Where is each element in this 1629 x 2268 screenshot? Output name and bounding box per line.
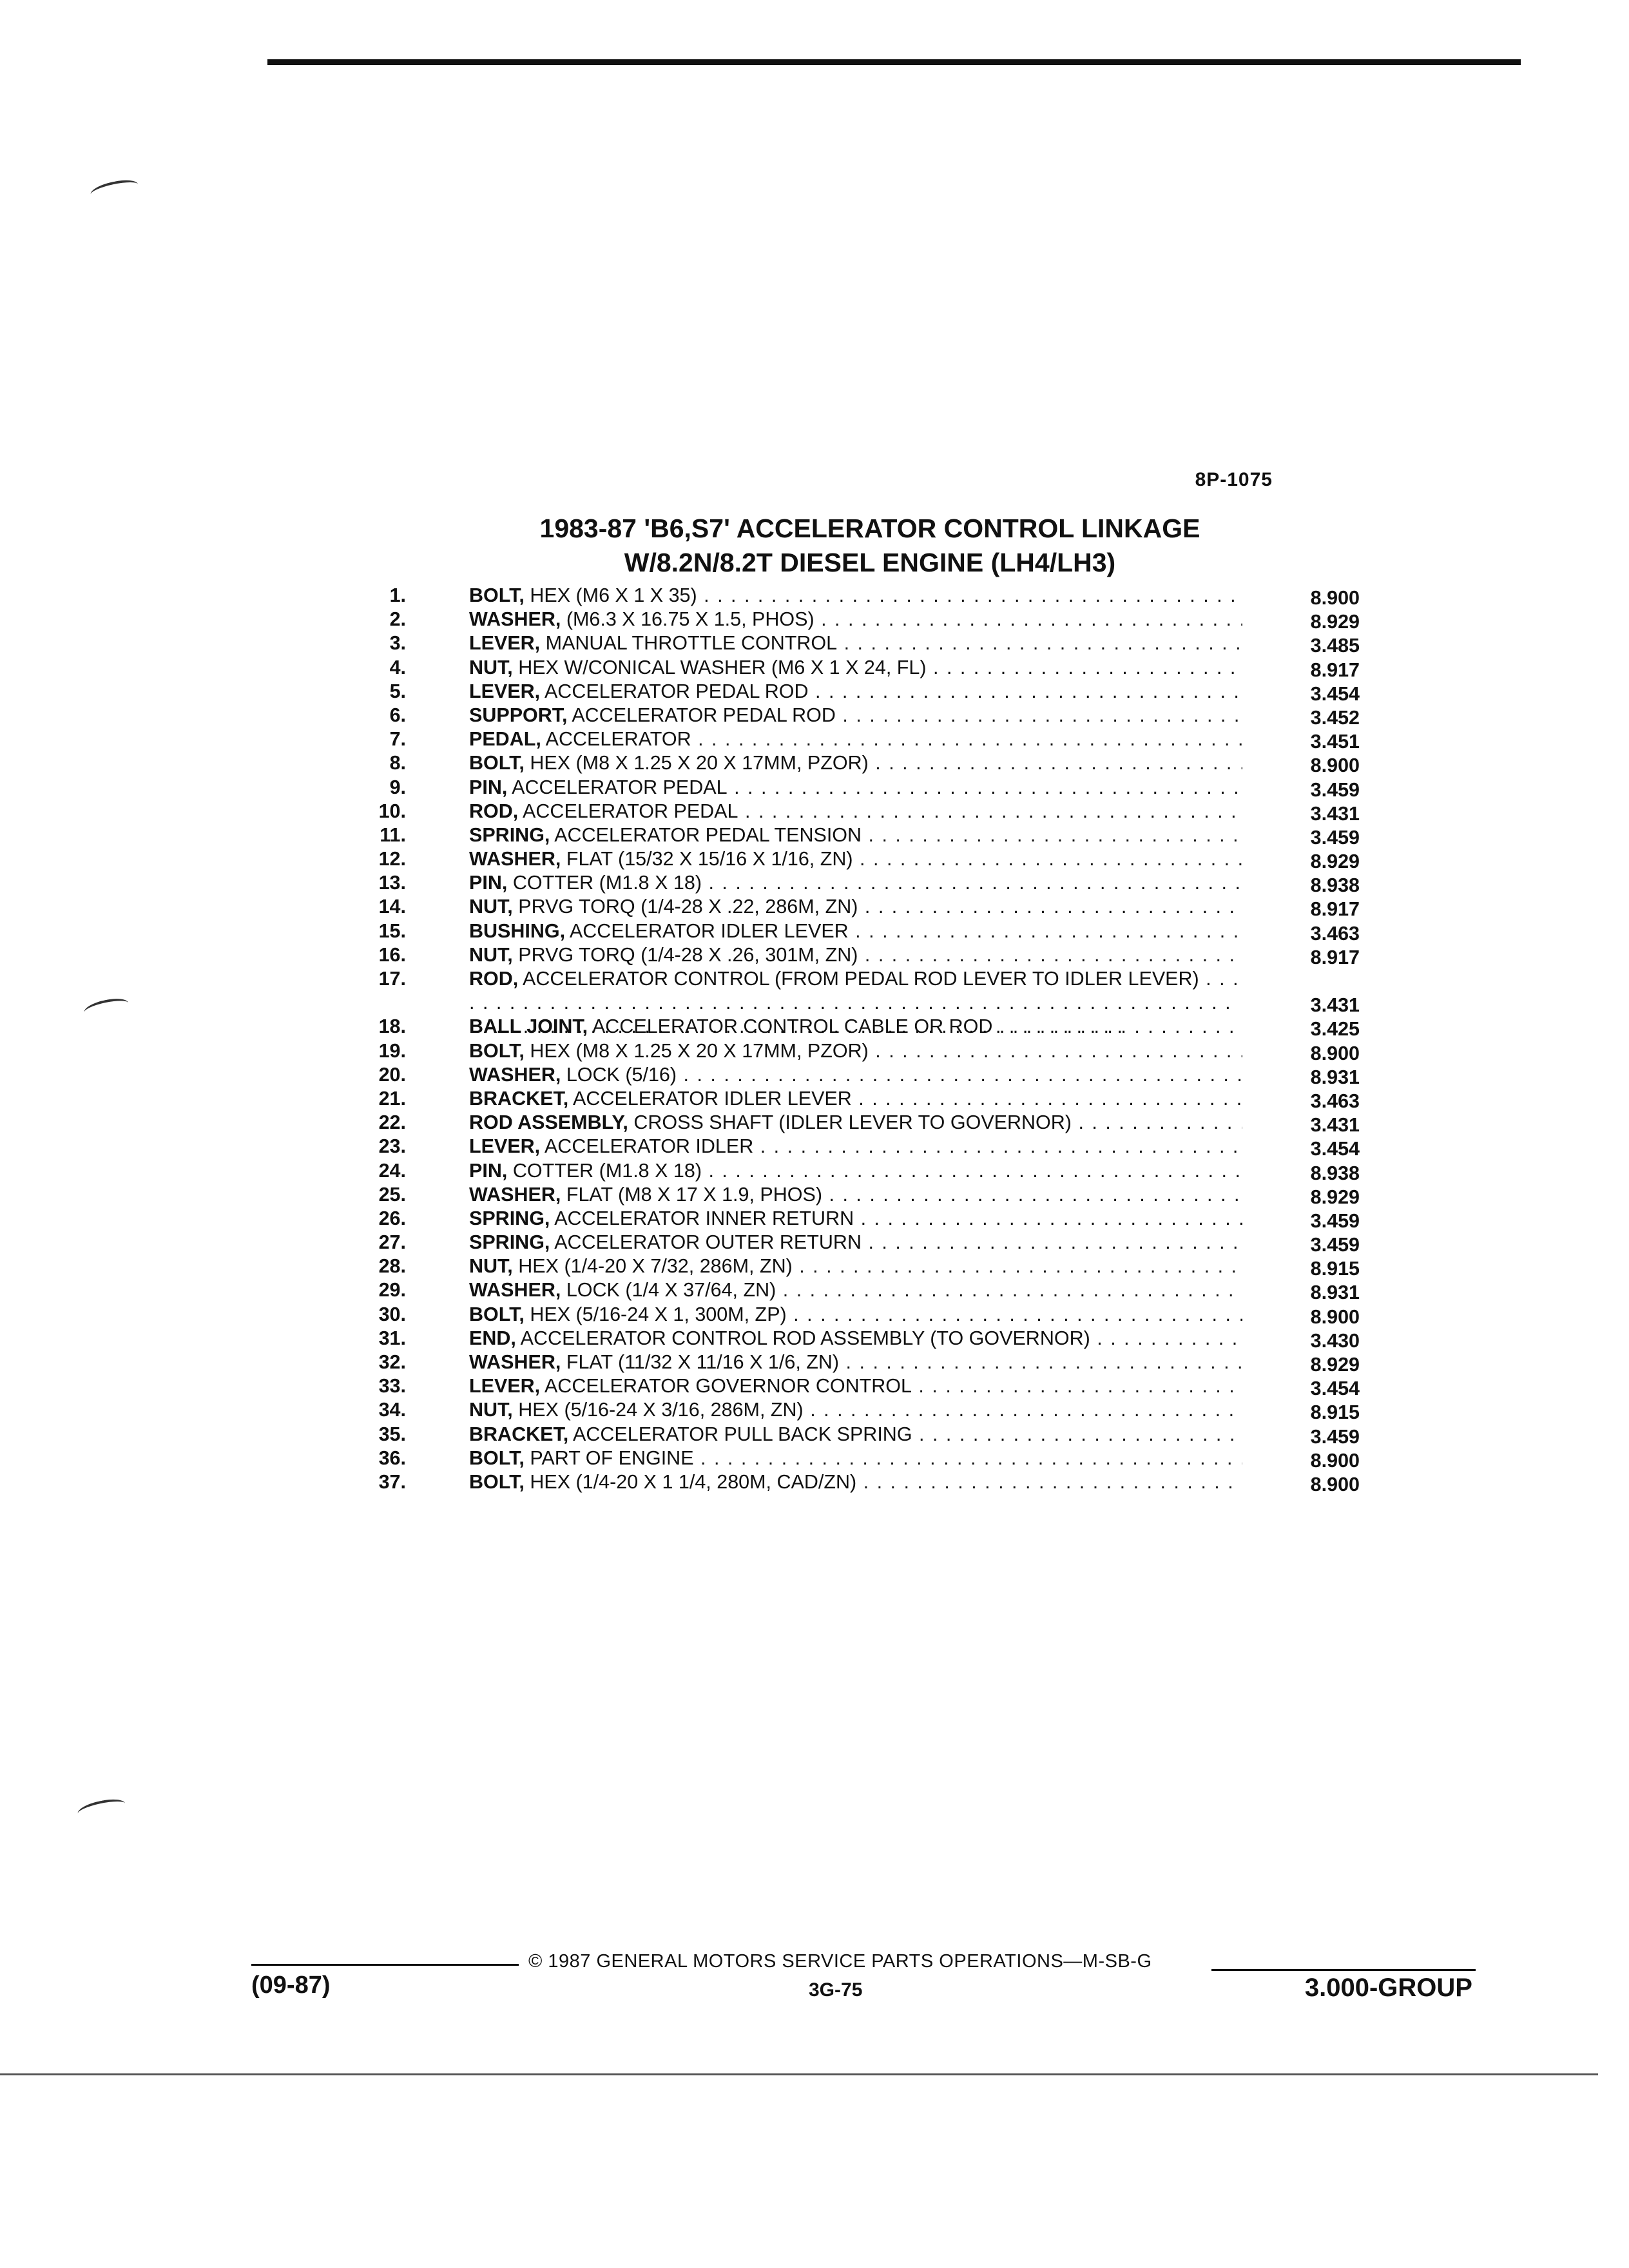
item-description: [469, 656, 1242, 680]
part-name: PIN,: [469, 776, 508, 798]
item-description: [469, 1135, 1242, 1158]
item-number: 27.: [378, 1231, 406, 1254]
item-description: [469, 871, 1242, 895]
part-spec: ACCELERATOR INNER RETURN . . .: [554, 1207, 1242, 1229]
item-number: 37.: [378, 1470, 406, 1493]
item-description: [469, 1015, 1242, 1039]
item-description: [469, 1374, 1242, 1398]
item-description: [469, 584, 1242, 608]
list-item: [348, 1087, 1366, 1111]
item-number: 12.: [378, 848, 406, 870]
part-spec: LOCK (1/4 X 37/64, ZN) . . .: [566, 1279, 1242, 1301]
footer-date: (09-87): [251, 1972, 331, 1999]
list-item: [348, 1423, 1366, 1446]
group-number: 3.459: [1310, 1209, 1360, 1232]
list-item: [348, 800, 1366, 823]
top-rule: [267, 59, 1521, 65]
group-number: 3.430: [1310, 1329, 1360, 1352]
part-name: SPRING,: [469, 823, 550, 846]
part-name: PEDAL,: [469, 728, 541, 751]
item-description: [469, 1446, 1242, 1470]
group-number: 8.929: [1310, 850, 1360, 873]
part-name: WASHER,: [469, 608, 561, 631]
list-item: [348, 727, 1366, 751]
part-spec: ACCELERATOR PULL BACK SPRING . . .: [573, 1423, 1242, 1445]
part-name: WASHER,: [469, 1351, 561, 1374]
part-name: LEVER,: [469, 680, 541, 702]
item-description: [469, 1327, 1242, 1350]
item-number: 16.: [378, 943, 406, 966]
item-description: [469, 704, 1242, 727]
part-spec: ACCELERATOR CONTROL (FROM PEDAL ROD LEVER TO IDLER LEVER) . . .: [469, 968, 1240, 1037]
list-item: [348, 631, 1366, 655]
list-item: [348, 1159, 1366, 1183]
list-item: [348, 751, 1366, 775]
part-name: BOLT,: [469, 584, 525, 606]
part-name: WASHER,: [469, 1279, 561, 1302]
page-title-line-2: W/8.2N/8.2T DIESEL ENGINE (LH4/LH3): [624, 548, 1116, 577]
part-name: WASHER,: [469, 1063, 561, 1086]
group-number: 8.929: [1310, 611, 1360, 633]
part-spec: HEX (1/4-20 X 7/32, 286M, ZN) . . .: [518, 1255, 1242, 1277]
item-number: 21.: [378, 1087, 406, 1110]
group-number: 3.451: [1310, 731, 1360, 753]
part-spec: ACCELERATOR CONTROL ROD ASSEMBLY (TO GOVERNOR) . . .: [521, 1327, 1242, 1349]
list-item: [348, 895, 1366, 919]
parts-list: [348, 584, 1366, 1494]
list-item: [348, 1446, 1366, 1470]
item-description: [469, 608, 1242, 631]
item-number: 13.: [378, 872, 406, 894]
item-number: 28.: [378, 1255, 406, 1278]
item-number: 24.: [378, 1159, 406, 1182]
list-item: [348, 919, 1366, 943]
item-number: 10.: [378, 800, 406, 822]
group-number: 8.931: [1310, 1282, 1360, 1304]
list-item: [348, 1135, 1366, 1158]
item-description: [469, 1159, 1242, 1183]
part-spec: CROSS SHAFT (IDLER LEVER TO GOVERNOR) . . .: [633, 1111, 1242, 1133]
part-name: ROD,: [469, 968, 519, 990]
group-number: 3.459: [1310, 826, 1360, 849]
item-description: [469, 847, 1242, 871]
item-number: 7.: [389, 728, 406, 751]
group-number: 8.917: [1310, 658, 1360, 681]
list-item: [348, 1327, 1366, 1350]
part-name: NUT,: [469, 1255, 513, 1278]
part-spec: PART OF ENGINE . . .: [530, 1447, 1242, 1469]
item-number: 35.: [378, 1423, 406, 1445]
item-number: 18.: [378, 1015, 406, 1038]
page-number: 3G-75: [809, 1979, 863, 2001]
hole-punch-mark: [76, 1796, 126, 1821]
group-number: 8.900: [1310, 1449, 1360, 1472]
item-description: [469, 1063, 1242, 1087]
group-number: 8.931: [1310, 1066, 1360, 1088]
list-item: [348, 584, 1366, 608]
item-number: 8.: [389, 752, 406, 774]
part-spec: ACCELERATOR PEDAL ROD . . .: [545, 680, 1242, 702]
part-spec: ACCELERATOR PEDAL . . .: [523, 800, 1242, 822]
part-spec: ACCELERATOR PEDAL TENSION . . .: [554, 824, 1242, 846]
list-item: [348, 1111, 1366, 1135]
part-name: NUT,: [469, 656, 513, 678]
list-item: [348, 1470, 1366, 1494]
group-number: 3.425: [1310, 1018, 1360, 1041]
item-number: 5.: [389, 680, 406, 702]
list-item: [348, 1183, 1366, 1207]
item-description: [469, 800, 1242, 823]
part-spec: HEX (M6 X 1 X 35) . . .: [530, 584, 1242, 606]
item-description: [469, 727, 1242, 751]
item-description: [469, 1254, 1242, 1278]
part-spec: FLAT (M8 X 17 X 1.9, PHOS) . . .: [566, 1184, 1242, 1206]
part-spec: ACCELERATOR IDLER . . .: [545, 1135, 1242, 1157]
item-number: 11.: [380, 823, 406, 846]
item-description: [469, 1303, 1242, 1327]
group-number: 3.454: [1310, 682, 1360, 705]
part-name: SUPPORT,: [469, 704, 568, 726]
part-spec: HEX (M8 X 1.25 X 20 X 17MM, PZOR) . . .: [530, 752, 1242, 774]
bottom-rule: [0, 2073, 1598, 2075]
item-number: 20.: [378, 1063, 406, 1086]
list-item: [348, 656, 1366, 680]
group-number: 3.431: [1310, 802, 1360, 825]
list-item: [348, 823, 1366, 847]
part-spec: ACCELERATOR PEDAL ROD . . .: [572, 704, 1242, 726]
part-spec: (M6.3 X 16.75 X 1.5, PHOS) . . .: [566, 608, 1242, 630]
part-name: WASHER,: [469, 1183, 561, 1206]
list-item: [348, 1278, 1366, 1302]
item-number: 17.: [378, 968, 406, 990]
part-name: BOLT,: [469, 1446, 525, 1469]
part-spec: MANUAL THROTTLE CONTROL . . .: [546, 632, 1242, 654]
group-number: 3.463: [1310, 922, 1360, 945]
item-number: 34.: [378, 1399, 406, 1421]
part-spec: ACCELERATOR PEDAL . . .: [512, 776, 1242, 798]
item-description: [469, 823, 1242, 847]
item-description: [469, 1087, 1242, 1111]
part-spec: HEX (1/4-20 X 1 1/4, 280M, CAD/ZN) . . .: [530, 1471, 1242, 1493]
part-spec: FLAT (11/32 X 11/16 X 1/6, ZN) . . .: [566, 1351, 1242, 1373]
list-item: [348, 847, 1366, 871]
list-item: [348, 1398, 1366, 1422]
part-name: SPRING,: [469, 1207, 550, 1229]
part-name: ROD ASSEMBLY,: [469, 1111, 628, 1134]
list-item: [348, 1374, 1366, 1398]
item-number: 30.: [378, 1303, 406, 1325]
part-name: BRACKET,: [469, 1423, 569, 1445]
part-name: BOLT,: [469, 1470, 525, 1493]
item-description: [469, 751, 1242, 775]
copyright-notice: © 1987 GENERAL MOTORS SERVICE PARTS OPERATIONS—M-SB-G: [528, 1951, 1152, 1972]
part-spec: ACCELERATOR GOVERNOR CONTROL . . .: [545, 1375, 1242, 1397]
group-number: 8.938: [1310, 874, 1360, 897]
part-name: BOLT,: [469, 752, 525, 774]
part-name: ROD,: [469, 800, 519, 822]
item-description: [469, 1231, 1242, 1254]
item-number: 14.: [378, 896, 406, 918]
item-description: [469, 1423, 1242, 1446]
part-spec: HEX (5/16-24 X 3/16, 286M, ZN) . . .: [518, 1399, 1242, 1421]
list-item: [348, 608, 1366, 631]
group-number: 3.452: [1310, 706, 1360, 729]
group-number: 8.938: [1310, 1162, 1360, 1184]
group-number: 3.485: [1310, 635, 1360, 657]
group-number: 8.929: [1310, 1354, 1360, 1376]
group-number: 8.900: [1310, 1473, 1360, 1495]
part-spec: ACCELERATOR IDLER LEVER . . .: [570, 920, 1242, 942]
footer-group: 3.000-GROUP: [1304, 1974, 1472, 2002]
part-name: LEVER,: [469, 632, 541, 655]
part-name: WASHER,: [469, 848, 561, 870]
part-name: BALL JOINT,: [469, 1015, 588, 1038]
part-name: NUT,: [469, 896, 513, 918]
item-description: [469, 943, 1242, 967]
list-item: [348, 1039, 1366, 1063]
item-description: [469, 1039, 1242, 1063]
item-number: 32.: [378, 1351, 406, 1374]
footer-rule-left: [251, 1964, 519, 1966]
item-number: 1.: [389, 584, 406, 606]
part-spec: ACCELERATOR OUTER RETURN . . .: [554, 1231, 1242, 1253]
part-name: SPRING,: [469, 1231, 550, 1254]
item-number: 2.: [389, 608, 406, 631]
item-description: [469, 919, 1242, 943]
item-number: 22.: [378, 1111, 406, 1134]
item-description: [469, 1207, 1242, 1231]
part-spec: LOCK (5/16) . . .: [566, 1064, 1242, 1086]
page-title-line-1: 1983-87 'B6,S7' ACCELERATOR CONTROL LINKAGE: [539, 514, 1200, 543]
item-number: 15.: [378, 919, 406, 942]
part-spec: HEX W/CONICAL WASHER (M6 X 1 X 24, FL) . . .: [518, 657, 1242, 678]
item-description: [469, 895, 1242, 919]
group-number: 3.459: [1310, 1425, 1360, 1448]
part-spec: HEX (5/16-24 X 1, 300M, ZP) . . .: [530, 1303, 1242, 1325]
list-item: [348, 1015, 1366, 1039]
document-code: 8P-1075: [1195, 469, 1273, 490]
item-number: 3.: [389, 632, 406, 655]
list-item: [348, 1303, 1366, 1327]
item-description: [469, 1183, 1242, 1207]
group-number: 3.431: [1310, 994, 1360, 1016]
group-number: 8.900: [1310, 754, 1360, 777]
part-spec: PRVG TORQ (1/4-28 X .22, 286M, ZN) . . .: [518, 896, 1242, 918]
part-name: BUSHING,: [469, 919, 566, 942]
hole-punch-mark: [82, 995, 130, 1020]
item-description: [469, 1278, 1242, 1302]
group-number: 8.900: [1310, 587, 1360, 609]
group-number: 3.459: [1310, 778, 1360, 801]
group-number: 8.929: [1310, 1186, 1360, 1208]
item-description: [469, 1111, 1242, 1135]
item-number: 29.: [378, 1279, 406, 1302]
part-name: BOLT,: [469, 1039, 525, 1062]
part-name: BOLT,: [469, 1303, 525, 1325]
list-item: [348, 1350, 1366, 1374]
item-number: 26.: [378, 1207, 406, 1229]
part-name: NUT,: [469, 1399, 513, 1421]
group-number: 8.917: [1310, 898, 1360, 921]
list-item: [348, 1063, 1366, 1087]
list-item: [348, 967, 1366, 1015]
item-description: [469, 776, 1242, 800]
item-number: 9.: [389, 776, 406, 798]
item-number: 36.: [378, 1446, 406, 1469]
part-name: LEVER,: [469, 1135, 541, 1158]
item-description: [469, 631, 1242, 655]
part-spec: FLAT (15/32 X 15/16 X 1/16, ZN) . . .: [566, 848, 1242, 870]
group-number: 3.454: [1310, 1138, 1360, 1160]
item-description: [469, 1398, 1242, 1422]
part-spec: ACCELERATOR CONTROL CABLE OR ROD . . .: [592, 1015, 1242, 1037]
part-spec: ACCELERATOR IDLER LEVER . . .: [573, 1088, 1242, 1110]
item-description: [469, 1470, 1242, 1494]
part-name: END,: [469, 1327, 516, 1349]
list-item: [348, 1231, 1366, 1254]
item-number: 4.: [389, 656, 406, 678]
group-number: 3.463: [1310, 1090, 1360, 1112]
footer-rule-right: [1211, 1969, 1476, 1971]
part-name: PIN,: [469, 872, 508, 894]
part-name: PIN,: [469, 1159, 508, 1182]
item-number: 33.: [378, 1375, 406, 1398]
group-number: 8.915: [1310, 1401, 1360, 1424]
item-description: [469, 680, 1242, 704]
part-spec: COTTER (M1.8 X 18) . . .: [513, 1160, 1242, 1182]
list-item: [348, 776, 1366, 800]
list-item: [348, 943, 1366, 967]
item-number: 25.: [378, 1183, 406, 1206]
part-spec: ACCELERATOR . . .: [546, 728, 1242, 750]
list-item: [348, 704, 1366, 727]
part-spec: COTTER (M1.8 X 18) . . .: [513, 872, 1242, 894]
part-name: BRACKET,: [469, 1087, 569, 1110]
part-name: NUT,: [469, 943, 513, 966]
group-number: 8.900: [1310, 1305, 1360, 1328]
group-number: 8.900: [1310, 1042, 1360, 1064]
group-number: 3.431: [1310, 1114, 1360, 1137]
list-item: [348, 1254, 1366, 1278]
item-number: 23.: [378, 1135, 406, 1158]
list-item: [348, 871, 1366, 895]
group-number: 3.454: [1310, 1378, 1360, 1400]
item-number: 19.: [378, 1039, 406, 1062]
group-number: 3.459: [1310, 1234, 1360, 1256]
group-number: 8.917: [1310, 946, 1360, 968]
hole-punch-mark: [89, 177, 139, 202]
list-item: [348, 1207, 1366, 1231]
list-item: [348, 680, 1366, 704]
part-spec: PRVG TORQ (1/4-28 X .26, 301M, ZN) . . .: [518, 944, 1242, 966]
item-number: 6.: [389, 704, 406, 726]
part-spec: HEX (M8 X 1.25 X 20 X 17MM, PZOR) . . .: [530, 1040, 1242, 1062]
item-description: [469, 1350, 1242, 1374]
part-name: LEVER,: [469, 1375, 541, 1398]
item-number: 31.: [378, 1327, 406, 1349]
group-number: 8.915: [1310, 1258, 1360, 1280]
